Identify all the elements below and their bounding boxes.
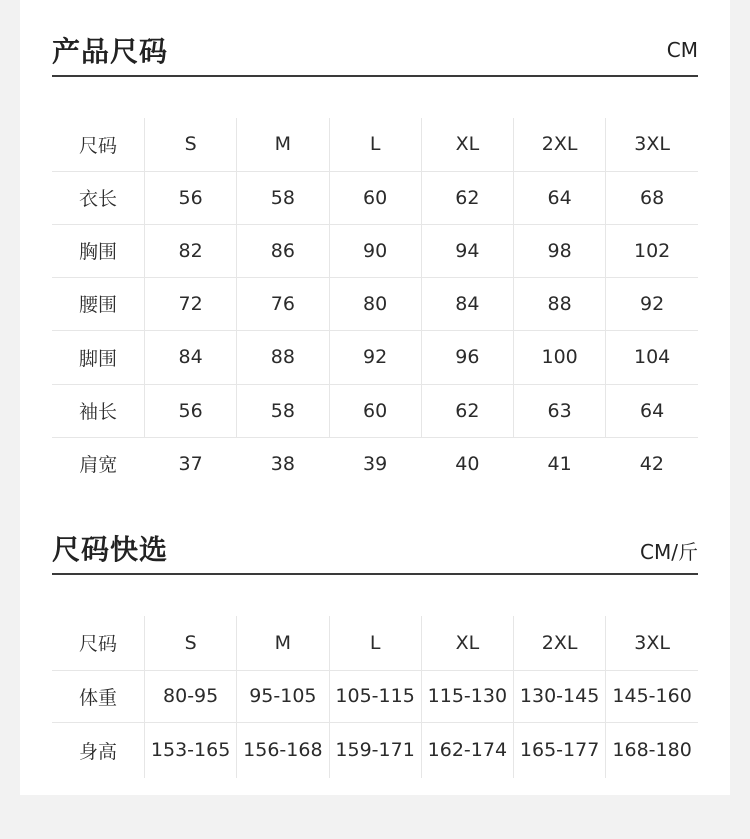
table-cell: 68 [606,171,698,224]
table-cell: 56 [145,384,237,437]
table-row [52,722,698,778]
row-label: 身高 [78,740,117,763]
table-cell: 62 [421,384,513,437]
table-cell: 84 [145,330,237,384]
table-cell: 94 [421,224,513,277]
table-cell: 58 [237,384,329,437]
table-cell: 80-95 [145,670,237,722]
quick-select-unit: CM/斤 [640,540,698,564]
table-cell: 72 [145,277,237,330]
table-cell: 82 [145,224,237,277]
table-row [52,224,698,277]
table-cell: 159-171 [329,722,421,778]
table-row [52,330,698,384]
table-cell: 104 [606,330,698,384]
header-cell: S [145,118,237,171]
table-cell: 130-145 [514,670,606,722]
table-cell: 84 [421,277,513,330]
table-cell: 95-105 [237,670,329,722]
table-cell: 156-168 [237,722,329,778]
table-header-row [52,118,698,171]
header-cell: S [145,616,237,670]
product-size-title: 产品尺码 [52,35,169,68]
header-cell: M [237,616,329,670]
header-cell: XL [421,616,513,670]
table-cell: 145-160 [606,670,698,722]
table-cell: 100 [514,330,606,384]
table-row [52,171,698,224]
quick-select-title: 尺码快选 [52,533,169,566]
table-cell: 88 [514,277,606,330]
quick-select-table [52,616,698,778]
table-cell: 88 [237,330,329,384]
table-cell: 40 [455,452,480,475]
product-size-table [52,118,698,490]
row-label: 脚围 [78,347,117,370]
row-label: 胸围 [78,241,117,263]
table-cell: 92 [329,330,421,384]
table-cell: 38 [270,452,295,475]
table-cell: 168-180 [606,722,698,778]
table-cell: 165-177 [514,722,606,778]
table-cell: 105-115 [329,670,421,722]
header-cell: 2XL [514,616,606,670]
row-label: 袖长 [78,401,117,423]
table-cell: 60 [329,171,421,224]
table-row [52,670,698,722]
header-cell: M [237,118,329,171]
table-cell: 56 [145,171,237,224]
table-cell: 98 [514,224,606,277]
size-chart-card [20,0,730,795]
table-cell: 90 [329,224,421,277]
product-size-header [52,28,698,77]
table-cell: 60 [329,384,421,437]
row-label: 肩宽 [79,454,118,477]
table-row [52,437,698,490]
table-cell: 63 [514,384,606,437]
table-cell: 80 [329,277,421,330]
header-cell: 3XL [606,118,698,171]
table-cell: 86 [237,224,329,277]
table-row [52,277,698,330]
header-cell: 尺码 [78,134,117,157]
header-cell: L [329,118,421,171]
header-cell: 2XL [514,118,606,171]
row-label: 体重 [78,686,117,709]
table-cell: 153-165 [145,722,237,778]
header-cell: XL [421,118,513,171]
table-cell: 162-174 [421,722,513,778]
table-cell: 96 [421,330,513,384]
product-size-unit: CM [666,38,698,62]
table-cell: 37 [178,452,203,475]
table-cell: 64 [514,171,606,224]
table-cell: 92 [606,277,698,330]
table-cell: 42 [639,452,664,475]
table-row [52,384,698,437]
table-cell: 64 [606,384,698,437]
table-cell: 58 [237,171,329,224]
table-cell: 115-130 [421,670,513,722]
table-cell: 39 [363,452,388,475]
table-cell: 76 [237,277,329,330]
row-label: 衣长 [78,188,117,210]
quick-select-header [52,526,698,575]
table-header-row [52,616,698,670]
table-cell: 62 [421,171,513,224]
row-label: 腰围 [78,294,117,316]
table-cell: 41 [547,452,572,475]
header-cell: L [329,616,421,670]
header-cell: 3XL [606,616,698,670]
table-cell: 102 [606,224,698,277]
header-cell: 尺码 [78,633,117,656]
